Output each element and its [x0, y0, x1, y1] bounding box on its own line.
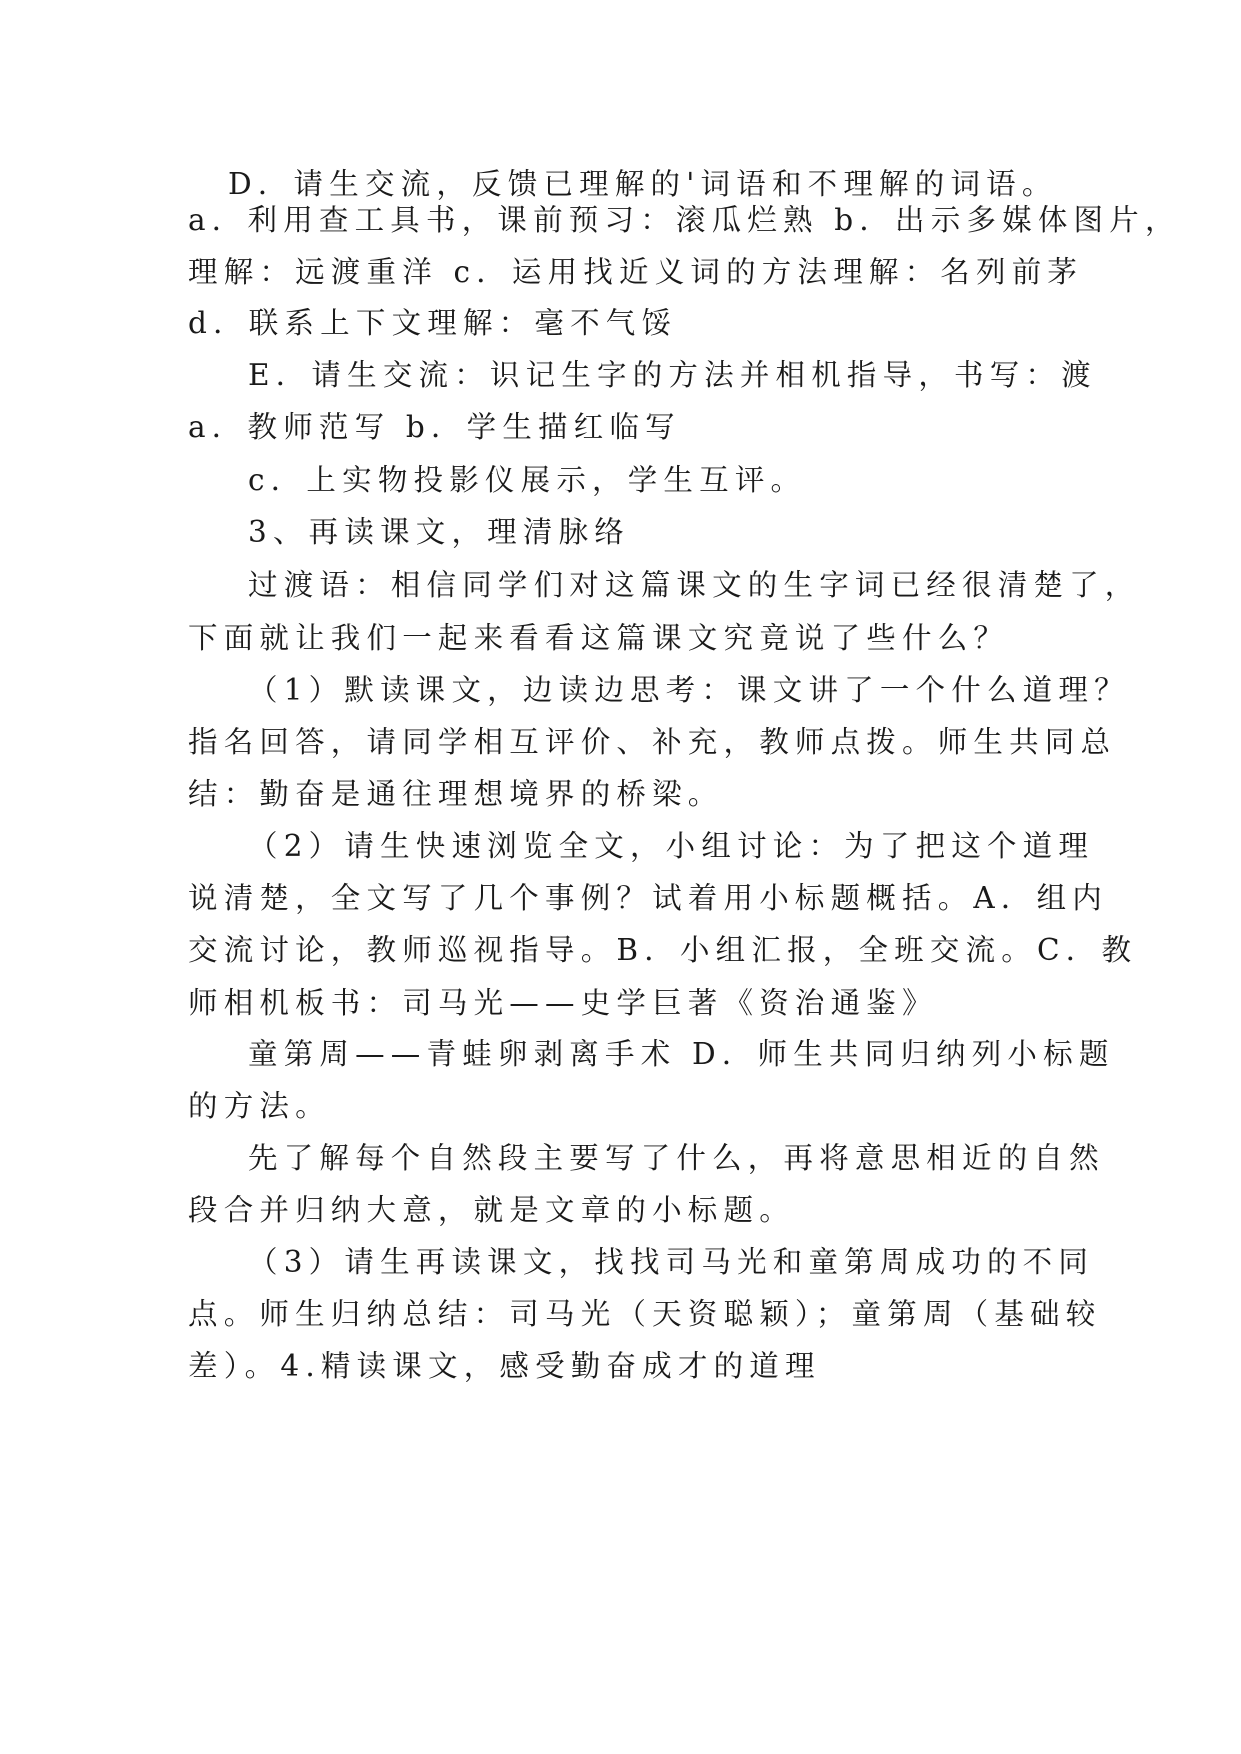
text-line: c．上实物投影仪展示，学生互评。 [248, 463, 807, 497]
text-line: 点。师生归纳总结：司马光（天资聪颖）；童第周（基础较 [188, 1297, 1102, 1331]
text-line: 说清楚，全文写了几个事例？试着用小标题概括。A．组内 [188, 881, 1109, 915]
text-line: 指名回答，请同学相互评价、补充，教师点拨。师生共同总 [188, 725, 1117, 759]
text-line: E．请生交流：识记生字的方法并相机指导，书写：渡 [248, 358, 1097, 392]
text-line: 段合并归纳大意，就是文章的小标题。 [188, 1193, 795, 1227]
text-line: 交流讨论，教师巡视指导。B．小组汇报，全班交流。C．教 [188, 933, 1138, 967]
text-line: a．利用查工具书，课前预习：滚瓜烂熟 b．出示多媒体图片， [188, 203, 1181, 237]
text-line: 的方法。 [188, 1089, 331, 1123]
text-line: （1）默读课文，边读边思考：课文讲了一个什么道理？ [248, 673, 1130, 707]
text-line: 师相机板书：司马光——史学巨著《资治通鉴》 [188, 986, 938, 1020]
text-line: 下面就让我们一起来看看这篇课文究竟说了些什么？ [188, 621, 1010, 655]
text-line: 童第周——青蛙卵剥离手术 D．师生共同归纳列小标题 [248, 1037, 1115, 1071]
text-line: d．联系上下文理解：毫不气馁 [188, 306, 678, 340]
text-line: 先了解每个自然段主要写了什么，再将意思相近的自然 [248, 1141, 1105, 1175]
text-line: 过渡语：相信同学们对这篇课文的生字词已经很清楚了， [248, 568, 1141, 602]
text-line: a．教师范写 b．学生描红临写 [188, 410, 681, 444]
text-line: D．请生交流，反馈已理解的'词语和不理解的词语。 [228, 167, 1058, 201]
text-line: 差）。4.精读课文，感受勤奋成才的道理 [188, 1349, 821, 1383]
text-line: 3、再读课文，理清脉络 [248, 515, 630, 549]
text-line: （3）请生再读课文，找找司马光和童第周成功的不同 [248, 1245, 1095, 1279]
text-line: （2）请生快速浏览全文，小组讨论：为了把这个道理 [248, 829, 1095, 863]
text-line: 理解：远渡重洋 c．运用找近义词的方法理解：名列前茅 [188, 255, 1084, 289]
text-line: 结：勤奋是通往理想境界的桥梁。 [188, 777, 724, 811]
